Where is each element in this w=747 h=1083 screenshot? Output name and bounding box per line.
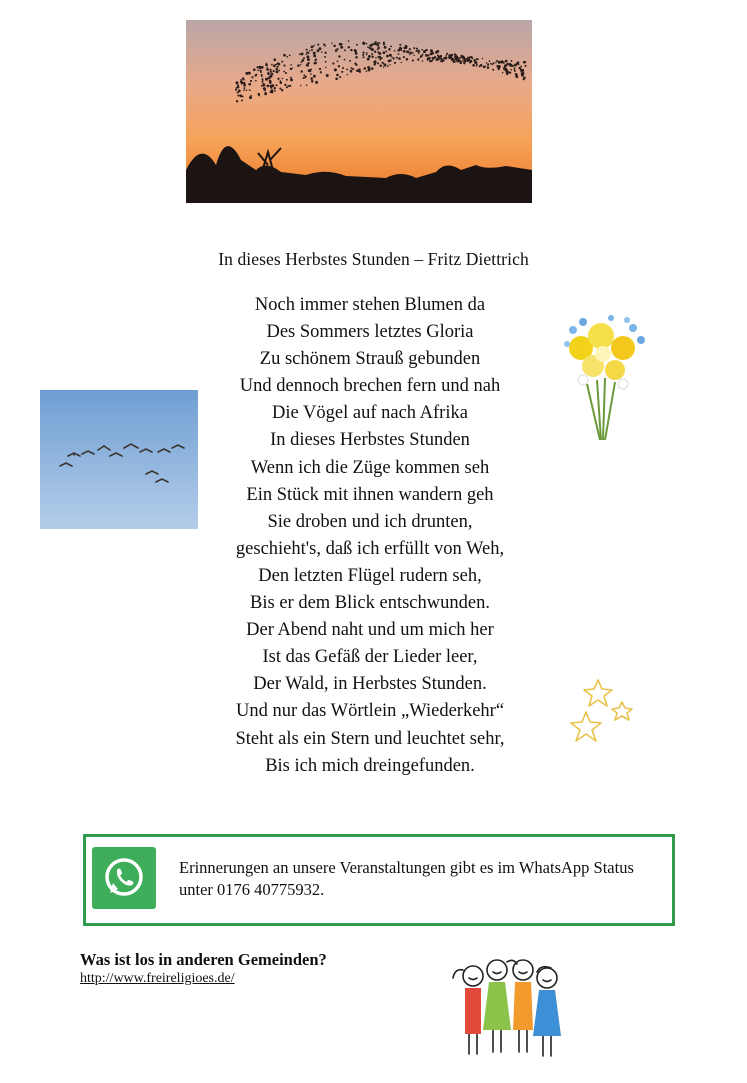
- cranes-photo: [40, 390, 198, 529]
- whatsapp-icon: [92, 847, 156, 909]
- poem-line: Der Abend naht und um mich her: [246, 620, 494, 641]
- poem-line: Den letzten Flügel rudern seh,: [258, 565, 482, 586]
- poem-line: Und dennoch brechen fern und nah: [239, 376, 501, 397]
- poem-line: Bis ich mich dreingefunden.: [265, 755, 475, 776]
- poem-line: Der Wald, in Herbstes Stunden.: [253, 674, 487, 695]
- poem-line: In dieses Herbstes Stunden: [270, 430, 470, 451]
- poem-line: Und nur das Wörtlein „Wiederkehr“: [235, 701, 505, 722]
- whatsapp-info-box: [83, 834, 675, 926]
- poem-line: Ein Stück mit ihnen wandern geh: [246, 484, 494, 505]
- poem-line: Des Sommers letztes Gloria: [266, 322, 474, 343]
- other-communities-heading: Was ist los in anderen Gemeinden?: [80, 950, 327, 969]
- poem-title: In dieses Herbstes Stunden – Fritz Diettrich: [218, 249, 529, 269]
- children-illustration: [443, 950, 573, 1060]
- poem-line: Bis er dem Blick entschwunden.: [250, 593, 490, 614]
- poem-line: Ist das Gefäß der Lieder leer,: [262, 647, 478, 668]
- poem-line: Zu schönem Strauß gebunden: [259, 349, 481, 370]
- other-communities-link[interactable]: http://www.freireligioes.de/: [80, 971, 235, 986]
- stars-icon: [568, 676, 640, 748]
- poem-line: Steht als ein Stern und leuchtet sehr,: [235, 728, 505, 749]
- poem-line: Die Vögel auf nach Afrika: [272, 403, 468, 424]
- poem-line: geschieht's, daß ich erfüllt von Weh,: [235, 538, 505, 559]
- whatsapp-info-text: Erinnerungen an unsere Veranstaltungen gibt es im WhatsApp Status unter 0176 40775932.: [179, 858, 634, 899]
- poem-line: Noch immer stehen Blumen da: [254, 295, 486, 315]
- poem-body: [190, 292, 550, 780]
- sunset-birds-photo: [186, 20, 532, 203]
- poem-line: Sie droben und ich drunten,: [267, 511, 473, 532]
- flower-bouquet-image: [553, 300, 653, 445]
- poem-line: Wenn ich die Züge kommen seh: [250, 457, 490, 478]
